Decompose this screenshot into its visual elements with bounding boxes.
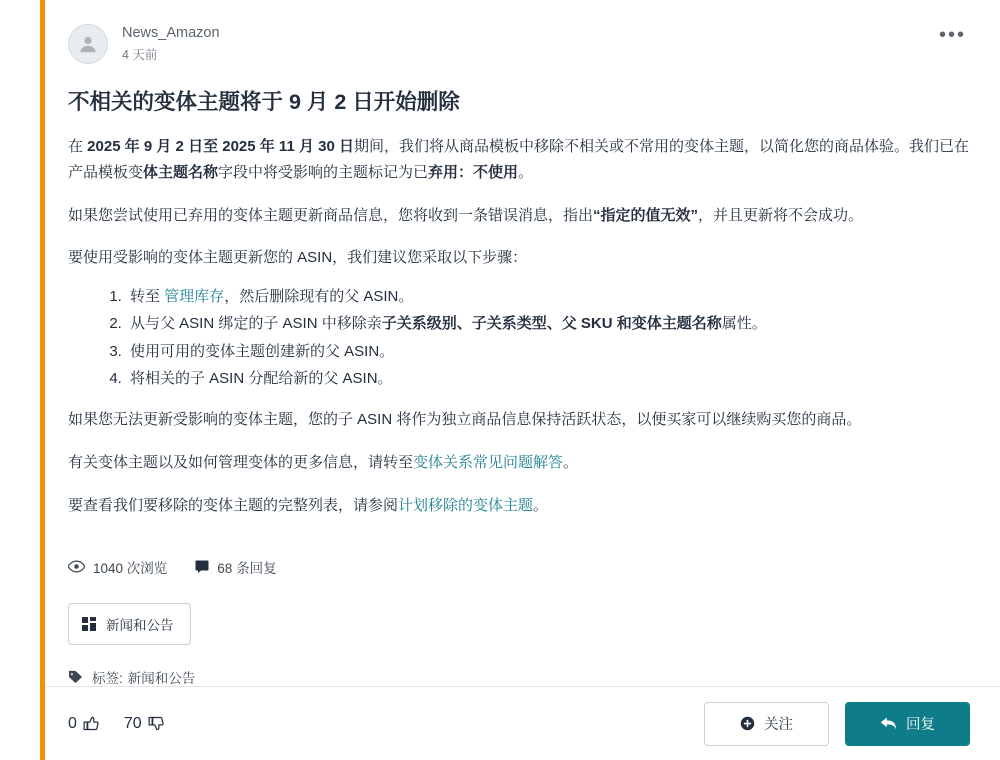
upvote-count: 0 [68,714,77,732]
post-footer [45,686,1000,760]
p2-error-message: “指定的值无效” [593,206,699,224]
left-gutter [0,0,40,760]
steps-list [68,285,970,390]
p5-text-b: 。 [563,454,579,471]
reply-button[interactable] [845,702,970,746]
p1-text-g: 。 [518,163,534,181]
replies-count: 68 条回复 [217,560,277,576]
p2-text-a: 如果您尝试使用已弃用的变体主题更新商品信息，您将收到一条错误消息，指出 [68,206,594,224]
page-title: 不相关的变体主题将于 9 月 2 日开始删除 [68,90,460,114]
category-chip-label: 新闻和公告 [106,617,174,633]
step1-text-b: ，然后删除现有的父 ASIN。 [224,288,414,306]
step3-text: 使用可用的变体主题创建新的父 ASIN。 [130,342,395,360]
list-item [126,312,970,335]
tags-row [68,667,970,687]
paragraph-6 [68,493,970,519]
p5-text-a: 有关变体主题以及如何管理变体的更多信息，请转至 [68,454,414,471]
views-count: 1040 次浏览 [93,560,168,576]
paragraph-1 [68,134,970,186]
step2-attributes: 子关系级别、子关系类型、父 SKU 和变体主题名称 [381,315,722,333]
removal-list-link[interactable]: 计划移除的变体主题 [398,496,534,514]
category-row [68,603,970,645]
reply-button-label: 回复 [906,717,935,733]
p1-text-e: 字段中将受影响的主题标记为已 [218,163,429,181]
step4-text: 将相关的子 ASIN 分配给新的父 ASIN。 [130,369,393,387]
downvote-count: 70 [123,714,142,732]
p2-text-c: ，并且更新将不会成功。 [698,206,864,224]
author-block [122,22,220,64]
p1-text-a: 在 [68,138,88,156]
follow-button-label: 关注 [764,717,793,733]
plus-circle-icon [740,716,755,731]
list-item [126,340,970,363]
follow-button[interactable] [704,702,829,746]
views-stat [68,557,167,577]
paragraph-3: 要使用受影响的变体主题更新您的 ASIN，我们建议您采取以下步骤： [68,249,528,267]
paragraph-4: 如果您无法更新受影响的变体主题，您的子 ASIN 将作为独立商品信息保持活跃状态，以便买家可以继续购买您的商品。 [68,411,862,429]
vote-controls [68,715,167,733]
step2-text-a: 从与父 ASIN 绑定的子 ASIN 中移除亲 [130,315,382,333]
paragraph-2 [68,203,970,229]
variation-faq-link[interactable]: 变体关系常见问题解答 [413,454,564,471]
tags-label: 标签: [92,670,123,686]
reply-arrow-icon [880,716,897,731]
manage-inventory-link[interactable]: 管理库存 [164,288,225,306]
p1-date-range: 2025 年 9 月 2 日至 2025 年 11 月 30 日 [87,138,354,156]
tag-icon [68,670,83,684]
p1-field-name: 体主题名称 [143,163,219,181]
paragraph-5 [68,450,970,476]
more-options-icon[interactable]: ••• [938,24,966,46]
p6-text-b: 。 [533,496,549,514]
tag-value[interactable]: 新闻和公告 [127,670,196,686]
p6-text-a: 要查看我们要移除的变体主题的完整列表，请参阅 [68,496,399,514]
p1-deprecated: 弃用：不使用 [428,163,519,181]
author-name[interactable]: News_Amazon [122,25,220,41]
eye-icon [68,560,85,573]
category-chip-news[interactable] [68,603,191,645]
thumbs-up-icon[interactable] [83,715,100,732]
list-item [126,367,970,390]
grid-icon [82,617,96,631]
p1-text-c: 期间，我们将从商品模板中移除不相关或不常用的变体主题，以简化您的商品体验。我们已在产品模板变 [68,138,969,181]
post-card [45,0,1000,760]
avatar [68,24,108,64]
step1-text-a: 转至 [130,288,165,306]
replies-stat [195,557,276,577]
list-item [126,285,970,308]
comment-icon [195,560,209,573]
post-timestamp: 4 天前 [122,48,158,62]
post-stats [68,557,970,577]
step2-text-b: 属性。 [721,315,767,333]
thumbs-down-icon[interactable] [148,715,165,732]
post-header [68,22,970,64]
